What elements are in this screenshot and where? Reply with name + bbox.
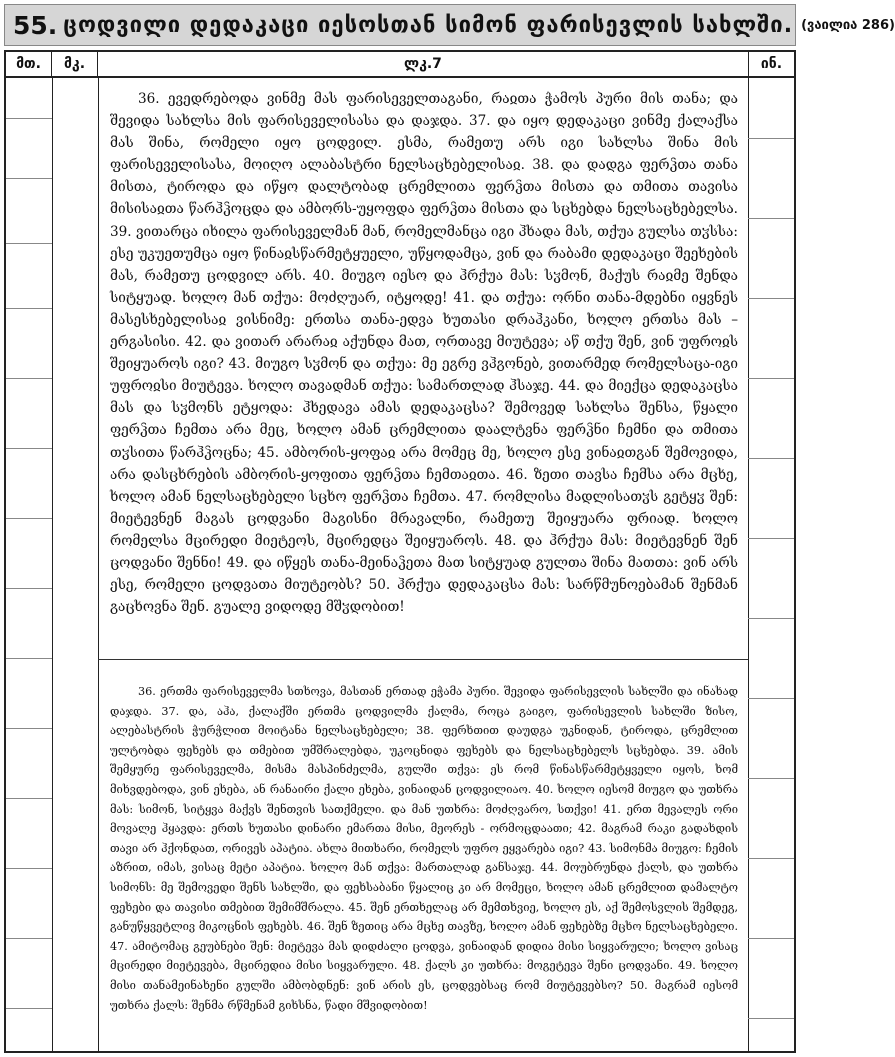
section-title: ცოდვილი დედაკაცი იესოსთან სიმონ ფარისევლის სახლში.	[63, 12, 794, 38]
rule-tick	[748, 1018, 794, 1019]
rule-tick	[6, 178, 52, 179]
gospel-table	[4, 50, 796, 1053]
john-column-rule-ticks	[748, 78, 794, 1053]
rule-tick	[748, 698, 794, 699]
rule-tick	[6, 118, 52, 119]
rule-tick	[748, 778, 794, 779]
column-header-john: ინ.	[748, 52, 794, 76]
rule-tick	[6, 378, 52, 379]
rule-tick	[6, 868, 52, 869]
section-number: 55.	[13, 10, 58, 40]
section-reference-note: (ვაილია 286)	[801, 17, 895, 33]
matthew-column-rule-ticks	[6, 78, 52, 1053]
column-divider	[52, 78, 53, 1053]
modern-passage-text: 36. ერთმა ფარისეველმა სთხოვა, მასთან ერთად ეჭამა პური. შევიდა ფარისევლის სახლში და ინახად დაჯდა. 37. და, აჰა, ქალაქში ერთმა ცოდვილმა ქალმა, როცა გაიგო, ფარისევლის სახლში ზისო, ალებასტრის ჭურჭლით მოიტანა ნელსაცხებელი; 38. ფერხთით დაუდგა უკნიდან, ტიროდა, ცრემლით ულტობდა ფეხებს და თმებით უმშრალებდა, უკოცნიდა ფეხებს და ნელსაცხებელს სცხებდა. 39. ამის შემყურე ფარისეველმა, მისმა მასპინძელმა, გულში თქვა: ეს რომ წინასწარმეტყველი იყოს, ხომ მიხვდებოდა, ვინ ეხება, ან რანაირი ქალი ეხება, ვინაიდან ცოდვილიაო. 40. ხოლო იესომ მიუგო და უთხრა მას: სიმონ, სიტყვა მაქვს შენთვის სათქმელი. და მან უთხრა: მოძღვარო, სთქვი! 41. ერთ მევალეს ორი მოვალე ჰყავდა: ერთს ხუთასი დინარი ემართა მისი, მეორეს - ორმოცდაათი; 42. მაგრამ რაკი გადახდის თავი არ ჰქონდათ, ორივეს აპატია. ახლა მითხარი, რომელს უფრო ეყვარება იგი? 43. სიმონმა მიუგო: ჩემის აზრით, იმას, ვისაც მეტი აპატია. ხოლო მან თქვა: მართალად განსაჯე. 44. მოუბრუნდა ქალს, და უთხრა სიმონს: მე შემოვედი შენს სახლში, და ფეხსაბანი წყალიც კი არ მომეცი, ხოლო ამან ცრემლით დამალტო ფეხები და თავისი თმებით შემიმშრალა. 45. შენ ერთხელაც არ მემთხვიე, ხოლო ეს, აქ შემოსვლის შემდეგ, განუწყვეტლივ მიკოცნის ფეხებს. 46. შენ ზეთიც არა მცხე თავზე, ხოლო ამან ფეხებზე მცხო ნელსაცხებელი. 47. ამიტომაც გეუბნები შენ: მიეტევა მას დიდძალი ცოდვა, ვინაიდან დიდია მისი სიყვარული; ხოლო ვისაც მცირედი მიეტევება, მცირედია მისი სიყვარული. 48. ქალს კი უთხრა: მოგეტევა შენი ცოდვანი. 49. ხოლო მისი თანამეინახენი გულში ამბობდნენ: ვინ არის ეს, ცოდვებსაც რომ მიუტევებსო? 50. მაგრამ იესომ უთხრა ქალს: შენმა რწმენამ გიხსნა, წადი მშვიდობით!	[110, 685, 738, 1012]
passage-text: 36. ევედრებოდა ვინმე მას ფარისეველთაგანი, რაჲთა ჭამოს პური მის თანა; და შევიდა სახლსა მის ფარისეველისასა და დაჯდა. 37. და იყო დედაკაცი ვინმე ქალაქსა მას შინა, რომელი იყო ცოდვილ. ესმა, რამეთუ არს იგი სახლსა შინა მის ფარისეველისასა, მოიღო ალაბასტრი ნელსაცხებელისაჲ. 38. და დადგა ფერჴთა თანა მისთა, ტიროდა და იწყო დალტობად ცრემლითა ფერჴთა მისთა და თმითა თავისა მისისაჲთა წარჰჴოცდა და ამბორს-უყოფდა ფერჴთა მისთა და სცხებდა ნელსაცხებელსა. 39. ვითარცა იხილა ფარისეველმან მან, რომელმანცა იგი ჰხადა მას, თქუა გულსა თჳსსა: ესე უკუეთუმცა იყო წინაჲსწარმეტყუელი, უწყოდამცა, ვინ და რაბამი დედაკაცი შეეხების მას, რამეთუ ცოდვილ არს. 40. მიუგო იესო და ჰრქუა მას: სჳმონ, მაქუს რაჲმე შენდა სიტყუად. ხოლო მან თქუა: მოძღუარ, იტყოდე! 41. და თქუა: ორნი თანა-მდებნი იყვნეს მასესხებელისაჲ ვისნიმე: ერთსა თანა-ედვა ხუთასი დრაჰკანი, ხოლო ერთსა მას – ერგასისი. 42. და ვითარ არარაჲ აქუნდა მათ, ორთავე მიუტევა; აწ თქუ შენ, ვინ უფროჲს შეიყუაროს იგი? 43. მიუგო სჳმონ და თქუა: მე ეგრე ვჰგონებ, ვითარმედ რომელსაცა-იგი უფროჲსი მიუტევა. ხოლო თავადმან თქუა: სამართლად ჰსაჯე. 44. და მიექცა დედაკაცსა მას და სჳმონს ეტყოდა: ჰხედავა ამას დედაკაცსა? შემოვედ სახლსა შენსა, წყალი ფერჴთა ჩემთა არა მეც, ხოლო ამან ცრემლითა დაალტვნა ფერჴნი ჩემნი და თმითა თჳსითა წარჰჴოცნა; 45. ამბორის-ყოფაჲ არა მომეც მე, ხოლო ესე ვინაჲთგან შემოვიდა, არა დასცხრების ამბორის-ყოფითა ფერჴთა ჩემთაჲთა. 46. ზეთი თავსა ჩემსა არა მცხე, ხოლო ამან ნელსაცხებელი სცხო ფერჴთა ჩემთა. 47. რომლისა მადლისათჳს გეტყჳ შენ: მიეტევნენ მაგას ცოდვანი მაგისნი მრავალნი, რამეთუ შეიყუარა ფრიად. ხოლო რომელსა მცირედი მიეტეოს, მცირედცა შეიყუაროს. 48. და ჰრქუა მას: მიეტევნენ შენ ცოდვანი შენნი! 49. და იწყეს თანა-მეინაჴეთა მათ სიტყუად გულთა შინა მათთა: ვინ არს ესე, რომელი ცოდვათა მიუტეობს? 50. ჰრქუა დედაკაცსა მას: სარწმუნოებამან შენმან გაცხოვნა შენ. გუალე ვიდოდე მშჳდობით!	[110, 91, 738, 616]
column-header-matthew: მთ.	[6, 52, 52, 76]
rule-tick	[748, 138, 794, 139]
rule-tick	[6, 588, 52, 589]
rule-tick	[6, 658, 52, 659]
rule-tick	[6, 1008, 52, 1009]
title-bar	[4, 4, 895, 46]
luke-old-georgian-passage	[110, 88, 738, 618]
rule-tick	[6, 798, 52, 799]
rule-tick	[748, 858, 794, 859]
rule-tick	[748, 458, 794, 459]
rule-tick	[748, 298, 794, 299]
rule-tick	[6, 243, 52, 244]
rule-tick	[6, 728, 52, 729]
rule-tick	[748, 218, 794, 219]
rule-tick	[748, 538, 794, 539]
rule-tick	[6, 308, 52, 309]
rule-tick	[748, 618, 794, 619]
luke-modern-georgian-passage	[110, 682, 738, 1015]
rule-tick	[748, 378, 794, 379]
rule-tick	[6, 518, 52, 519]
passage-divider	[98, 659, 748, 660]
rule-tick	[6, 448, 52, 449]
rule-tick	[748, 938, 794, 939]
column-divider	[98, 78, 99, 1053]
column-header-luke: ლკ.7	[404, 56, 442, 72]
rule-tick	[6, 938, 52, 939]
column-header-mark: მკ.	[52, 52, 98, 76]
gospel-table-header	[6, 52, 794, 78]
